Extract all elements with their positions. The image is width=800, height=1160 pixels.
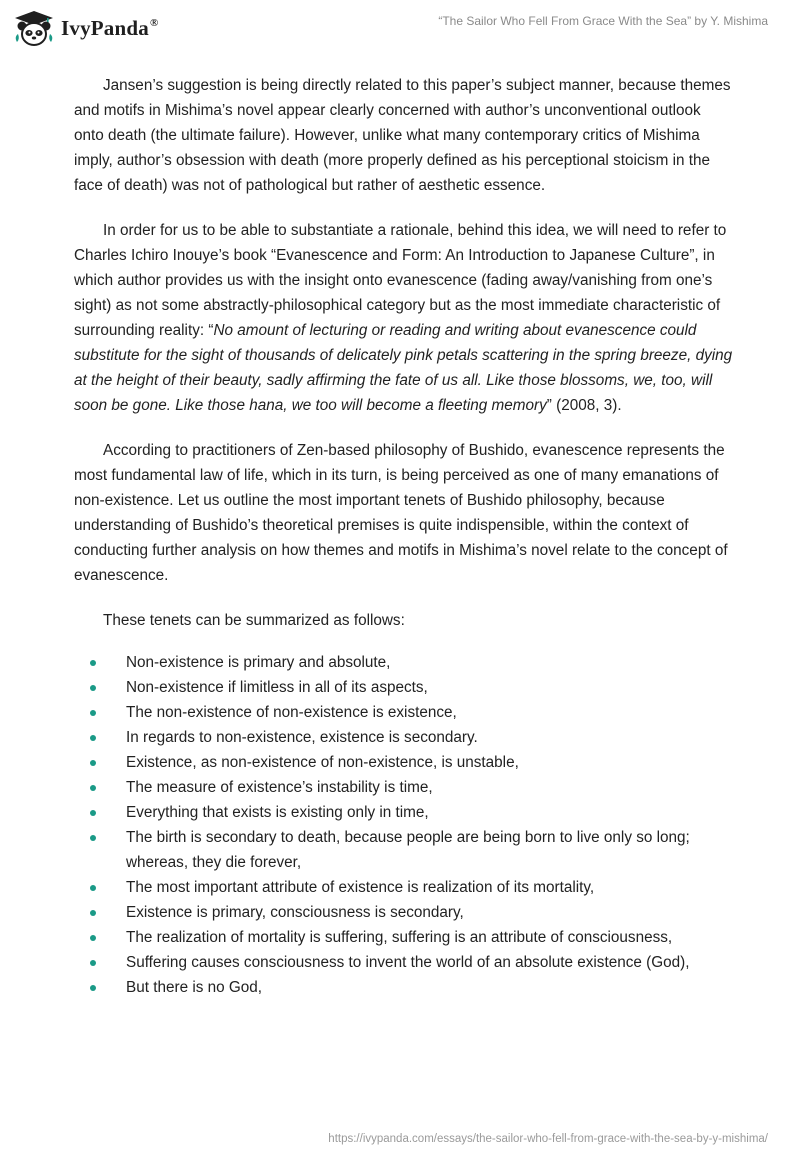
bullet-icon	[90, 910, 96, 916]
list-item	[74, 675, 734, 700]
paragraph-inouye-intro: In order for us to be able to substantiate a rationale, behind this idea, we will need to refer to Charles Ichiro Inouye’s book “Evanescence and Form: An Introduction to Japanese Culture”, in which author provides us with the insight onto evanescence (fading away/vanishing from one’s sight) as not some abstractly-philosophical category but as the most immediate characteristic of surrounding reality: “	[74, 222, 727, 339]
list-item-text: Suffering causes consciousness to invent the world of an absolute existence (God),	[126, 954, 690, 971]
bullet-icon	[90, 835, 96, 841]
list-item	[74, 925, 734, 950]
panda-graduate-icon	[13, 9, 55, 47]
paragraph-bushido: According to practitioners of Zen-based philosophy of Bushido, evanescence represents the most fundamental law of life, which in its turn, is being perceived as one of many emanations of non-existence. Let us outline the most important tenets of Bushido philosophy, because understanding of Bushido’s theoretical premises is quite indispensible, within the context of conducting further analysis on how themes and motifs in Mishima’s novel relate to the concept of evanescence.	[74, 442, 728, 584]
list-item-text: Non-existence is primary and absolute,	[126, 654, 391, 671]
tenets-list	[74, 650, 734, 1000]
list-item	[74, 950, 734, 975]
list-item-text: Existence, as non-existence of non-existence, is unstable,	[126, 754, 519, 771]
tenets-intro: These tenets can be summarized as follows:	[103, 612, 405, 629]
list-item	[74, 650, 734, 675]
list-item	[74, 750, 734, 775]
bullet-icon	[90, 935, 96, 941]
bullet-icon	[90, 685, 96, 691]
bullet-icon	[90, 735, 96, 741]
paragraph-jansen: Jansen’s suggestion is being directly related to this paper’s subject manner, because themes and motifs in Mishima’s novel appear clearly concerned with author’s unconventional outlook onto death (the ultimate failure). However, unlike what many contemporary critics of Mishima imply, author’s obsession with death (more properly defined as his perceptional stoicism in the face of death) was not of pathological but rather of aesthetic essence.	[74, 77, 731, 194]
list-item	[74, 800, 734, 825]
list-item-text: The measure of existence’s instability is time,	[126, 779, 433, 796]
source-url[interactable]: https://ivypanda.com/essays/the-sailor-who-fell-from-grace-with-the-sea-by-y-mishima/	[328, 1133, 768, 1145]
list-item	[74, 875, 734, 900]
essay-body	[74, 73, 734, 1000]
list-item	[74, 700, 734, 725]
list-item-text: Existence is primary, consciousness is secondary,	[126, 904, 464, 921]
ivypanda-logo[interactable]	[13, 9, 158, 47]
bullet-icon	[90, 810, 96, 816]
list-item-text: The most important attribute of existence is realization of its mortality,	[126, 879, 595, 896]
list-item-text: Non-existence if limitless in all of its aspects,	[126, 679, 428, 696]
page-header	[0, 0, 800, 56]
list-item-text: Everything that exists is existing only in time,	[126, 804, 429, 821]
list-item-text: The non-existence of non-existence is existence,	[126, 704, 457, 721]
list-item	[74, 725, 734, 750]
bullet-icon	[90, 785, 96, 791]
bullet-icon	[90, 660, 96, 666]
bullet-icon	[90, 985, 96, 991]
list-item	[74, 825, 734, 875]
bullet-icon	[90, 760, 96, 766]
bullet-icon	[90, 710, 96, 716]
bullet-icon	[90, 960, 96, 966]
list-item-text: The realization of mortality is suffering, suffering is an attribute of consciousness,	[126, 929, 673, 946]
brand-name: IvyPanda®	[61, 15, 159, 40]
list-item-text: The birth is secondary to death, because people are being born to live only so long; whereas, they die forever,	[126, 829, 690, 871]
list-item	[74, 900, 734, 925]
list-item-text: In regards to non-existence, existence is secondary.	[126, 729, 478, 746]
inouye-quote: No amount of lecturing or reading and writing about evanescence could substitute for the sight of thousands of delicately pink petals scattering in the spring breeze, dying at the height of their beauty, sadly affirming the fate of us all. Like those blossoms, we, too, will soon be gone. Like those hana, we too will become a fleeting memory	[74, 322, 733, 414]
paragraph-inouye	[74, 218, 734, 418]
list-item	[74, 975, 734, 1000]
document-title: “The Sailor Who Fell From Grace With the Sea” by Y. Mishima	[438, 14, 768, 28]
list-item	[74, 775, 734, 800]
list-item-text: But there is no God,	[126, 979, 263, 996]
quote-citation: ” (2008, 3).	[546, 397, 622, 414]
bullet-icon	[90, 885, 96, 891]
